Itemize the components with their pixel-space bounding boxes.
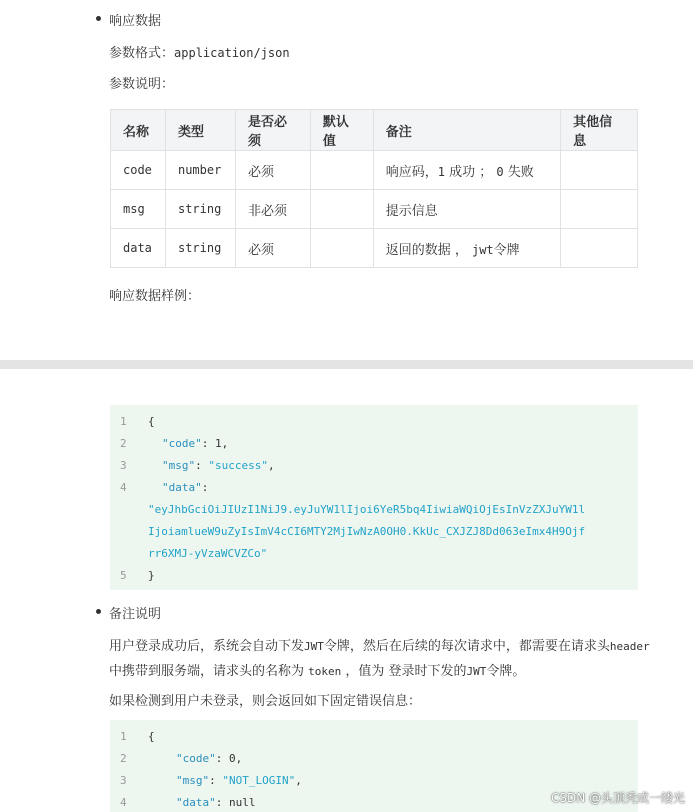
line-number: 1: [120, 415, 127, 428]
note-code: 0: [496, 164, 504, 179]
json-string: "NOT_LOGIN": [222, 774, 296, 787]
note-text: 响应码，: [385, 164, 438, 180]
cell-required: 非必须: [235, 190, 310, 229]
code-text: [162, 459, 275, 472]
json-key: "code": [176, 752, 216, 765]
json-sep: :: [201, 481, 209, 494]
json-value: 0,: [229, 752, 243, 765]
notes-code: JWT: [466, 665, 487, 678]
json-string: IjoiamlueW9uZyIsImV4cCI6MTY2MjIwNzA0OH0.KkUc_CXJZJ8Dd063eImx4H9Ojf: [148, 525, 586, 538]
cell-required: 必须: [235, 151, 310, 190]
json-key: "data": [176, 796, 216, 809]
json-sep: ,: [267, 459, 275, 472]
json-sep: :: [209, 774, 223, 787]
code-text: {: [148, 730, 155, 743]
cell-type: string: [165, 190, 235, 229]
note-text: 失败: [503, 164, 534, 180]
line-number: 3: [120, 459, 127, 472]
json-sep: :: [215, 796, 229, 809]
json-string: "success": [208, 459, 268, 472]
notes-text: 中携带到服务端，请求头的名称为: [109, 664, 309, 679]
notes-text: 令牌。: [486, 664, 526, 679]
line-number: 3: [120, 774, 127, 787]
notes-paragraph-2: [109, 660, 525, 679]
json-sep: :: [215, 752, 229, 765]
json-key: "data": [162, 481, 202, 494]
notes-paragraph-3: 如果检测到用户未登录，则会返回如下固定错误信息：: [109, 694, 422, 709]
example-label: 响应数据样例：: [109, 289, 201, 304]
note-code: jwt: [471, 242, 494, 257]
bullet-dot: [96, 609, 101, 614]
bullet-dot: [96, 16, 101, 21]
page-divider: [0, 360, 693, 369]
cell-default: [310, 151, 373, 190]
cell-note: [373, 151, 560, 190]
note-text: 成功 ；: [444, 164, 493, 180]
cell-required: 必须: [235, 229, 310, 268]
notes-code: token: [308, 665, 342, 678]
format-value: application/json: [174, 46, 290, 60]
cell-other: [561, 190, 638, 229]
code-text: [176, 774, 302, 787]
cell-default: [310, 190, 373, 229]
th-name: 名称: [111, 110, 166, 151]
th-note: 备注: [373, 110, 560, 151]
notes-text: 用户登录成功后，系统会自动下发: [109, 639, 305, 654]
json-key: "msg": [162, 459, 196, 472]
line-number: 4: [120, 481, 127, 494]
code-text: [162, 437, 228, 450]
notes-text: 令牌，然后在后续的每次请求中，都需要在请求头: [323, 639, 610, 654]
notes-code: JWT: [304, 640, 324, 653]
csdn-watermark: CSDN @头顶秃成一缕光: [550, 791, 685, 805]
code-text: [176, 752, 242, 765]
cell-note: [373, 229, 560, 268]
line-number: 1: [120, 730, 127, 743]
cell-name: code: [111, 151, 166, 190]
code-text: [176, 796, 256, 809]
notes-code: header: [609, 640, 650, 653]
response-heading-text: 响应数据: [109, 14, 162, 29]
json-string: rr6XMJ-yVzaWCVZCo": [148, 547, 268, 560]
line-number: 5: [120, 569, 127, 582]
json-value: null: [229, 796, 256, 809]
format-line: [109, 42, 290, 61]
code-text: [162, 481, 208, 494]
note-text: 令牌: [493, 242, 520, 258]
cell-type: number: [165, 151, 235, 190]
th-default: 默认值: [310, 110, 373, 151]
cell-name: msg: [111, 190, 166, 229]
line-number: 2: [120, 437, 127, 450]
line-number: 4: [120, 796, 127, 809]
notes-text: ，值为 登录时下发的: [341, 664, 467, 679]
th-other: 其他信息: [561, 110, 638, 151]
code-block-response-sample: [110, 405, 638, 590]
th-type: 类型: [165, 110, 235, 151]
json-sep: :: [195, 459, 209, 472]
line-number: 2: [120, 752, 127, 765]
code-text: }: [148, 569, 155, 582]
note-text: 返回的数据 ，: [385, 242, 468, 258]
json-value: 1,: [215, 437, 229, 450]
params-desc-label: 参数说明：: [109, 77, 175, 92]
th-required: 是否必须: [235, 110, 310, 151]
json-sep: ,: [295, 774, 302, 787]
cell-other: [561, 229, 638, 268]
json-sep: :: [201, 437, 215, 450]
cell-default: [310, 229, 373, 268]
json-key: "msg": [176, 774, 210, 787]
json-string: "eyJhbGciOiJIUzI1NiJ9.eyJuYW1lIjoi6YeR5bq4IiwiaWQiOjEsInVzZXJuYW1l: [148, 503, 586, 516]
table-row: [111, 229, 638, 268]
json-key: "code": [162, 437, 202, 450]
cell-name: data: [111, 229, 166, 268]
cell-other: [561, 151, 638, 190]
notes-paragraph-1: [109, 635, 650, 654]
note-code: 1: [437, 164, 445, 179]
params-table: [110, 109, 638, 268]
table-row: [111, 190, 638, 229]
code-text: {: [148, 415, 155, 428]
format-label: 参数格式：: [109, 46, 175, 61]
notes-heading-text: 备注说明: [109, 607, 162, 622]
cell-note: 提示信息: [373, 190, 560, 229]
table-row: [111, 151, 638, 190]
table-header-row: [111, 110, 638, 151]
cell-type: string: [165, 229, 235, 268]
